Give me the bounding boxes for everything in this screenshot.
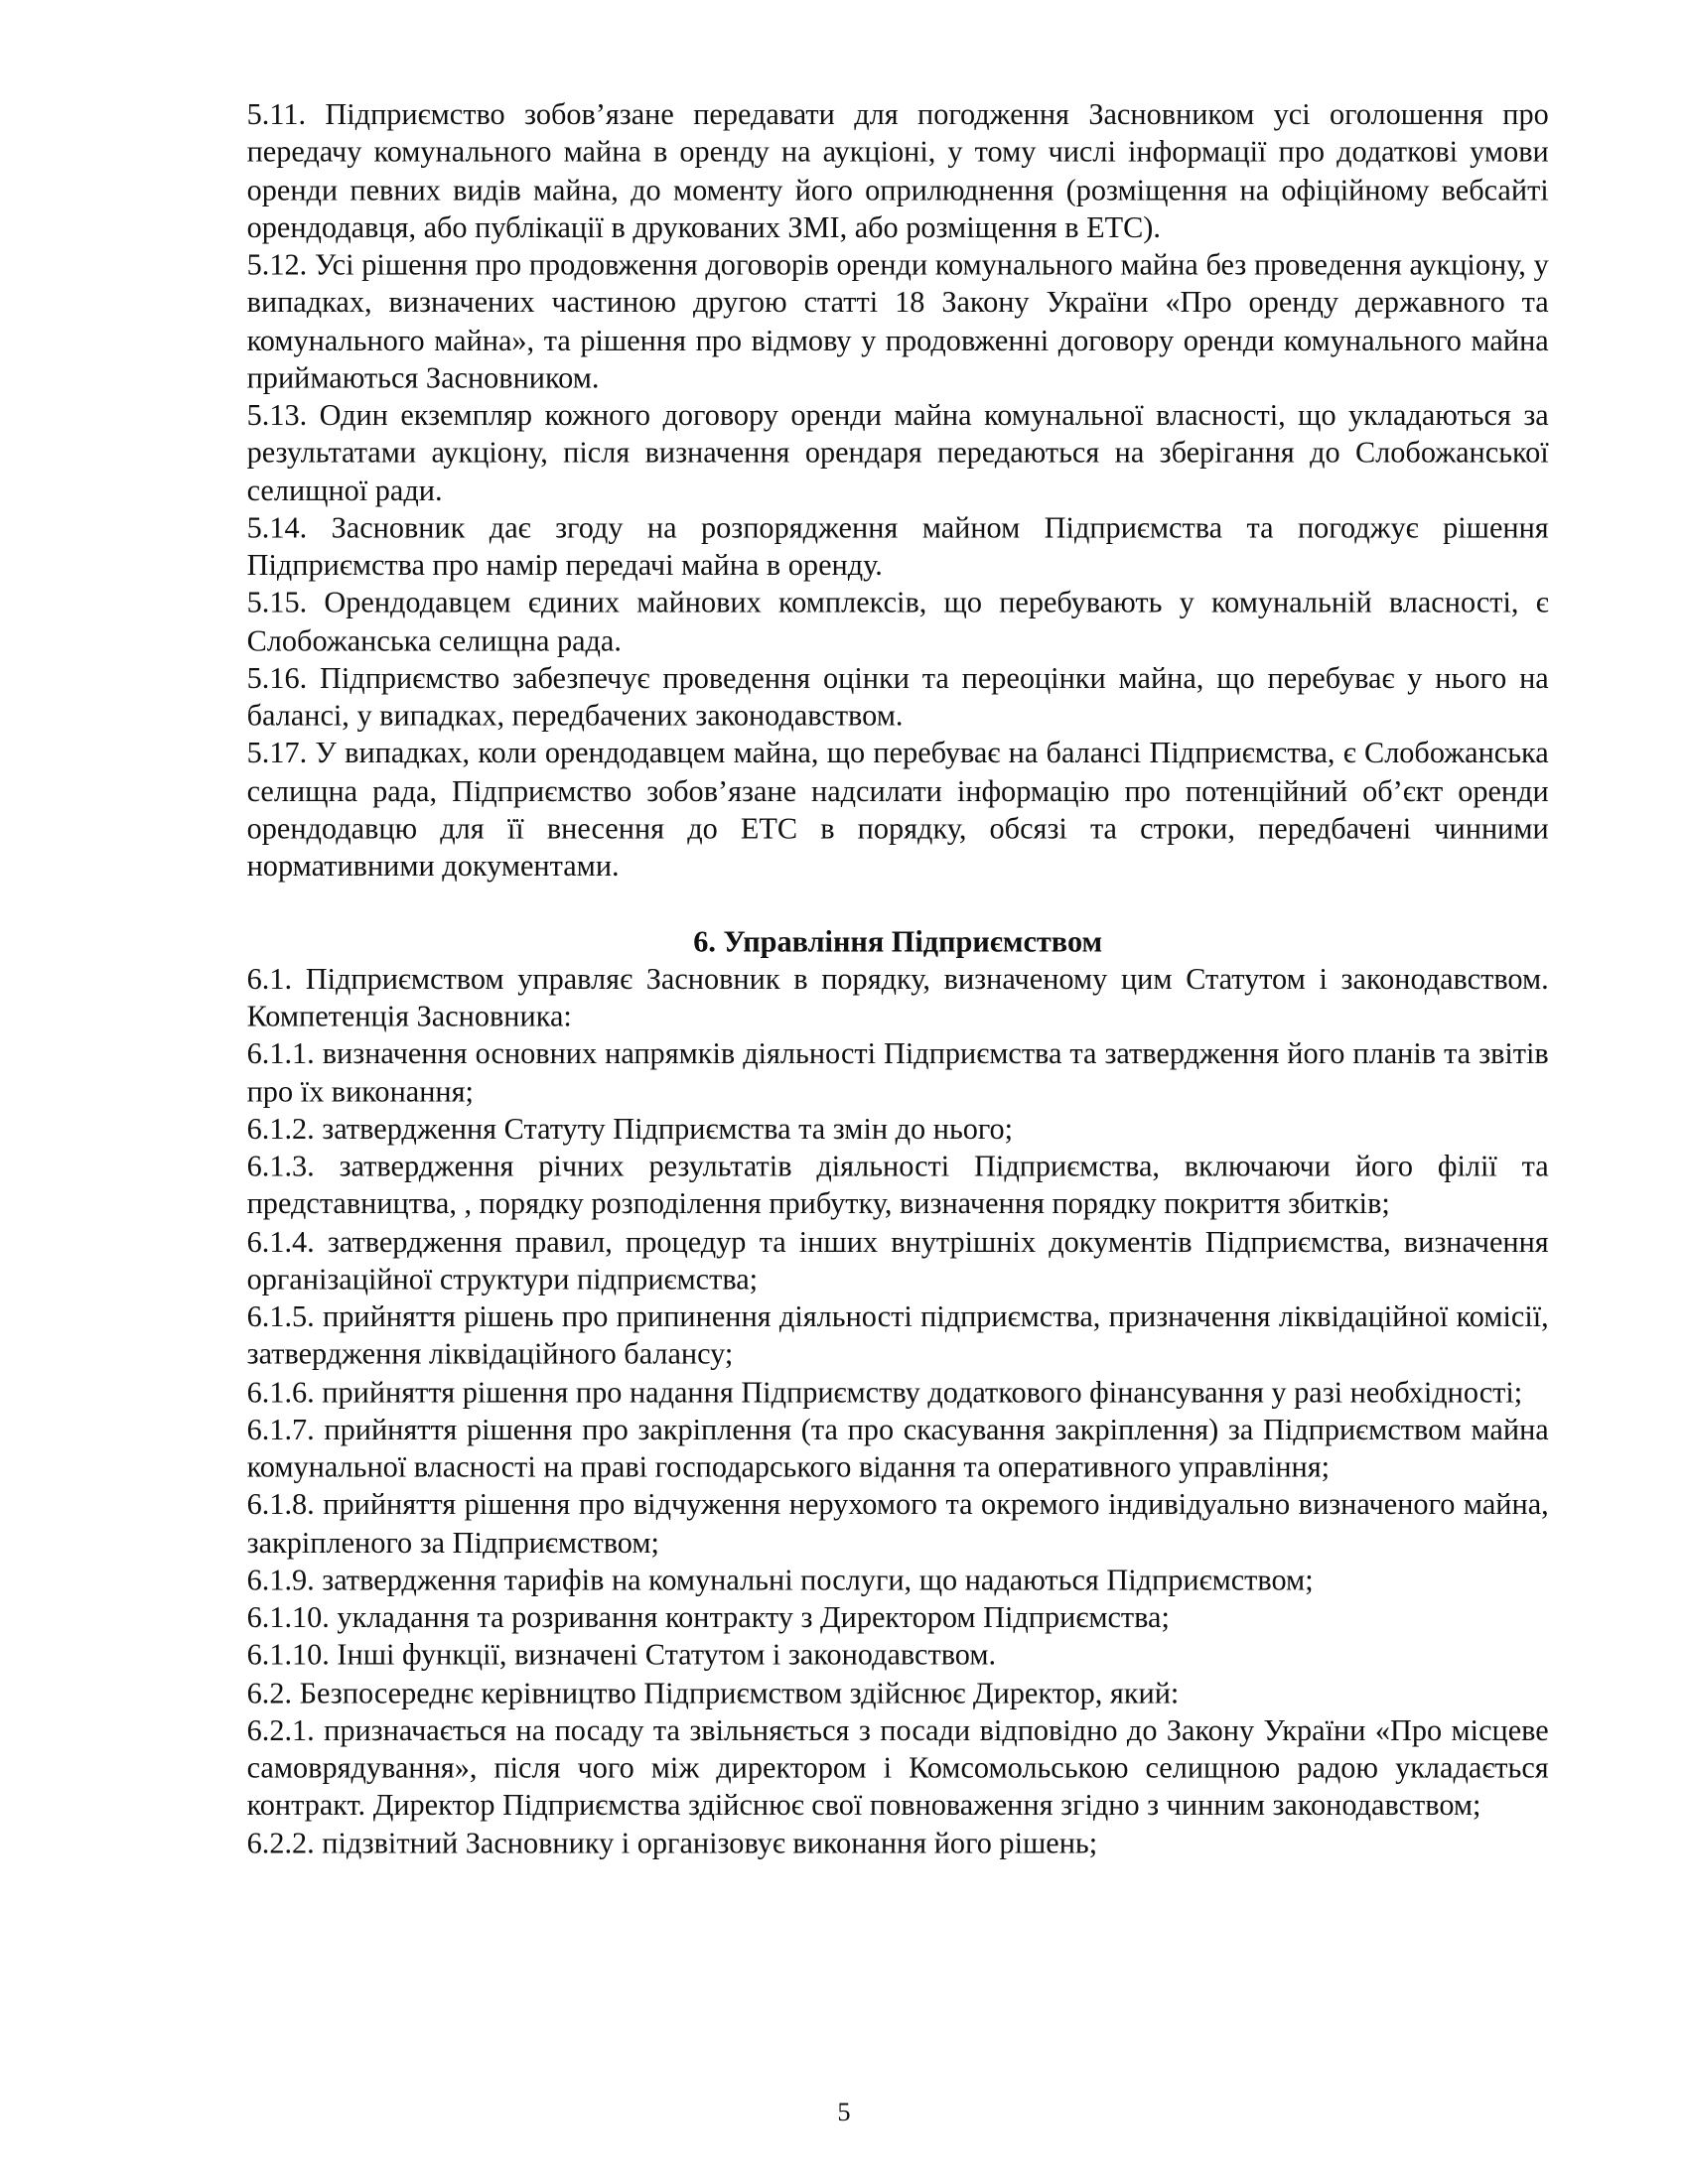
paragraph-6-1-8: 6.1.8. прийняття рішення про відчуження нерухомого та окремого індивідуально визначеного майна, закріпленого за Підприємством; — [246, 1487, 1549, 1560]
paragraph-5-17: 5.17. У випадках, коли орендодавцем майна, що перебуває на балансі Підприємства, є Слобожанська селищна рада, Підприємство зобов’язане надсилати інформацію про потенційний об’єкт оренди орендодавцю для її внесення до ЕТС в порядку, обсязі та строки, передбачені чинними нормативними документами. — [246, 737, 1549, 883]
paragraph-6-1: 6.1. Підприємством управляє Засновник в порядку, визначеному цим Статутом і законодавством. Компетенція Засновника: — [246, 962, 1549, 1033]
paragraph-6-1-10: 6.1.10. укладання та розривання контракту з Директором Підприємства; — [246, 1600, 1170, 1634]
paragraph-6-1-5: 6.1.5. прийняття рішень про припинення діяльності підприємства, призначення ліквідаційної комісії, затвердження ліквідаційного балансу; — [246, 1299, 1549, 1371]
paragraph-5-13: 5.13. Один екземпляр кожного договору оренди майна комунальної власності, що укладаються за результатами аукціону, після визначення орендаря передаються на зберігання до Слобожанської селищної ради. — [246, 398, 1549, 507]
paragraph-5-16: 5.16. Підприємство забезпечує проведення оцінки та переоцінки майна, що перебуває у нього на балансі, у випадках, передбачених законодавством. — [246, 661, 1549, 733]
paragraph-6-1-2: 6.1.2. затвердження Статуту Підприємства та змін до нього; — [246, 1112, 1014, 1146]
document-page — [247, 96, 1549, 1862]
paragraph-6-1-1: 6.1.1. визначення основних напрямків діяльності Підприємства та затвердження його планів та звітів про їх виконання; — [246, 1036, 1549, 1108]
paragraph-6-1-9: 6.1.9. затвердження тарифів на комунальні послуги, що надаються Підприємством; — [246, 1563, 1314, 1596]
paragraph-6-1-7: 6.1.7. прийняття рішення про закріплення (та про скасування закріплення) за Підприємством майна комунальної власності на праві господарського відання та оперативного управління; — [246, 1413, 1549, 1484]
paragraph-6-2-2: 6.2.2. підзвітний Засновнику і організовує виконання його рішень; — [246, 1826, 1098, 1859]
paragraph-6-2-1: 6.2.1. призначається на посаду та звільняється з посади відповідно до Закону України «Про місцеве самоврядування», після чого між директором і Комсомольською селищною радою укладається контракт. Директор Підприємства здійснює свої повноваження згідно з чинним законодавством; — [246, 1713, 1549, 1823]
paragraph-5-12: 5.12. Усі рішення про продовження договорів оренди комунального майна без проведення аукціону, у випадках, визначених частиною другою статті 18 Закону України «Про оренду державного та комунального майна», та рішення про відмову у продовженні договору оренди комунального майна приймаються Засновником. — [246, 248, 1549, 394]
paragraph-5-11: 5.11. Підприємство зобов’язане передавати для погодження Засновником усі оголошення про передачу комунального майна в оренду на аукціоні, у тому числі інформації про додаткові умови оренди певних видів майна, до моменту його оприлюднення (розміщення на офіційному вебсайті орендодавця, або публікації в друкованих ЗМІ, або розміщення в ЕТС). — [246, 97, 1549, 244]
page-number: 5 — [837, 2098, 851, 2128]
section-6-heading: 6. Управління Підприємством — [693, 924, 1103, 958]
paragraph-5-15: 5.15. Орендодавцем єдиних майнових комплексів, що перебувають у комунальній власності, є Слобожанська селищна рада. — [246, 586, 1549, 657]
paragraph-5-14: 5.14. Засновник дає згоду на розпорядження майном Підприємства та погоджує рішення Підприємства про намір передачі майна в оренду. — [246, 510, 1549, 583]
paragraph-6-1-6: 6.1.6. прийняття рішення про надання Підприємству додаткового фінансування у разі необхідності; — [246, 1375, 1523, 1409]
paragraph-6-1-4: 6.1.4. затвердження правил, процедур та інших внутрішніх документів Підприємства, визначення організаційної структури підприємства; — [246, 1225, 1549, 1297]
paragraph-6-1-10-other: 6.1.10. Інші функції, визначені Статутом і законодавством. — [246, 1638, 997, 1672]
paragraph-6-2: 6.2. Безпосереднє керівництво Підприємством здійснює Директор, який: — [246, 1676, 1180, 1709]
paragraph-6-1-3: 6.1.3. затвердження річних результатів діяльності Підприємства, включаючи його філії та представництва, , порядку розподілення прибутку, визначення порядку покриття збитків; — [246, 1150, 1549, 1221]
